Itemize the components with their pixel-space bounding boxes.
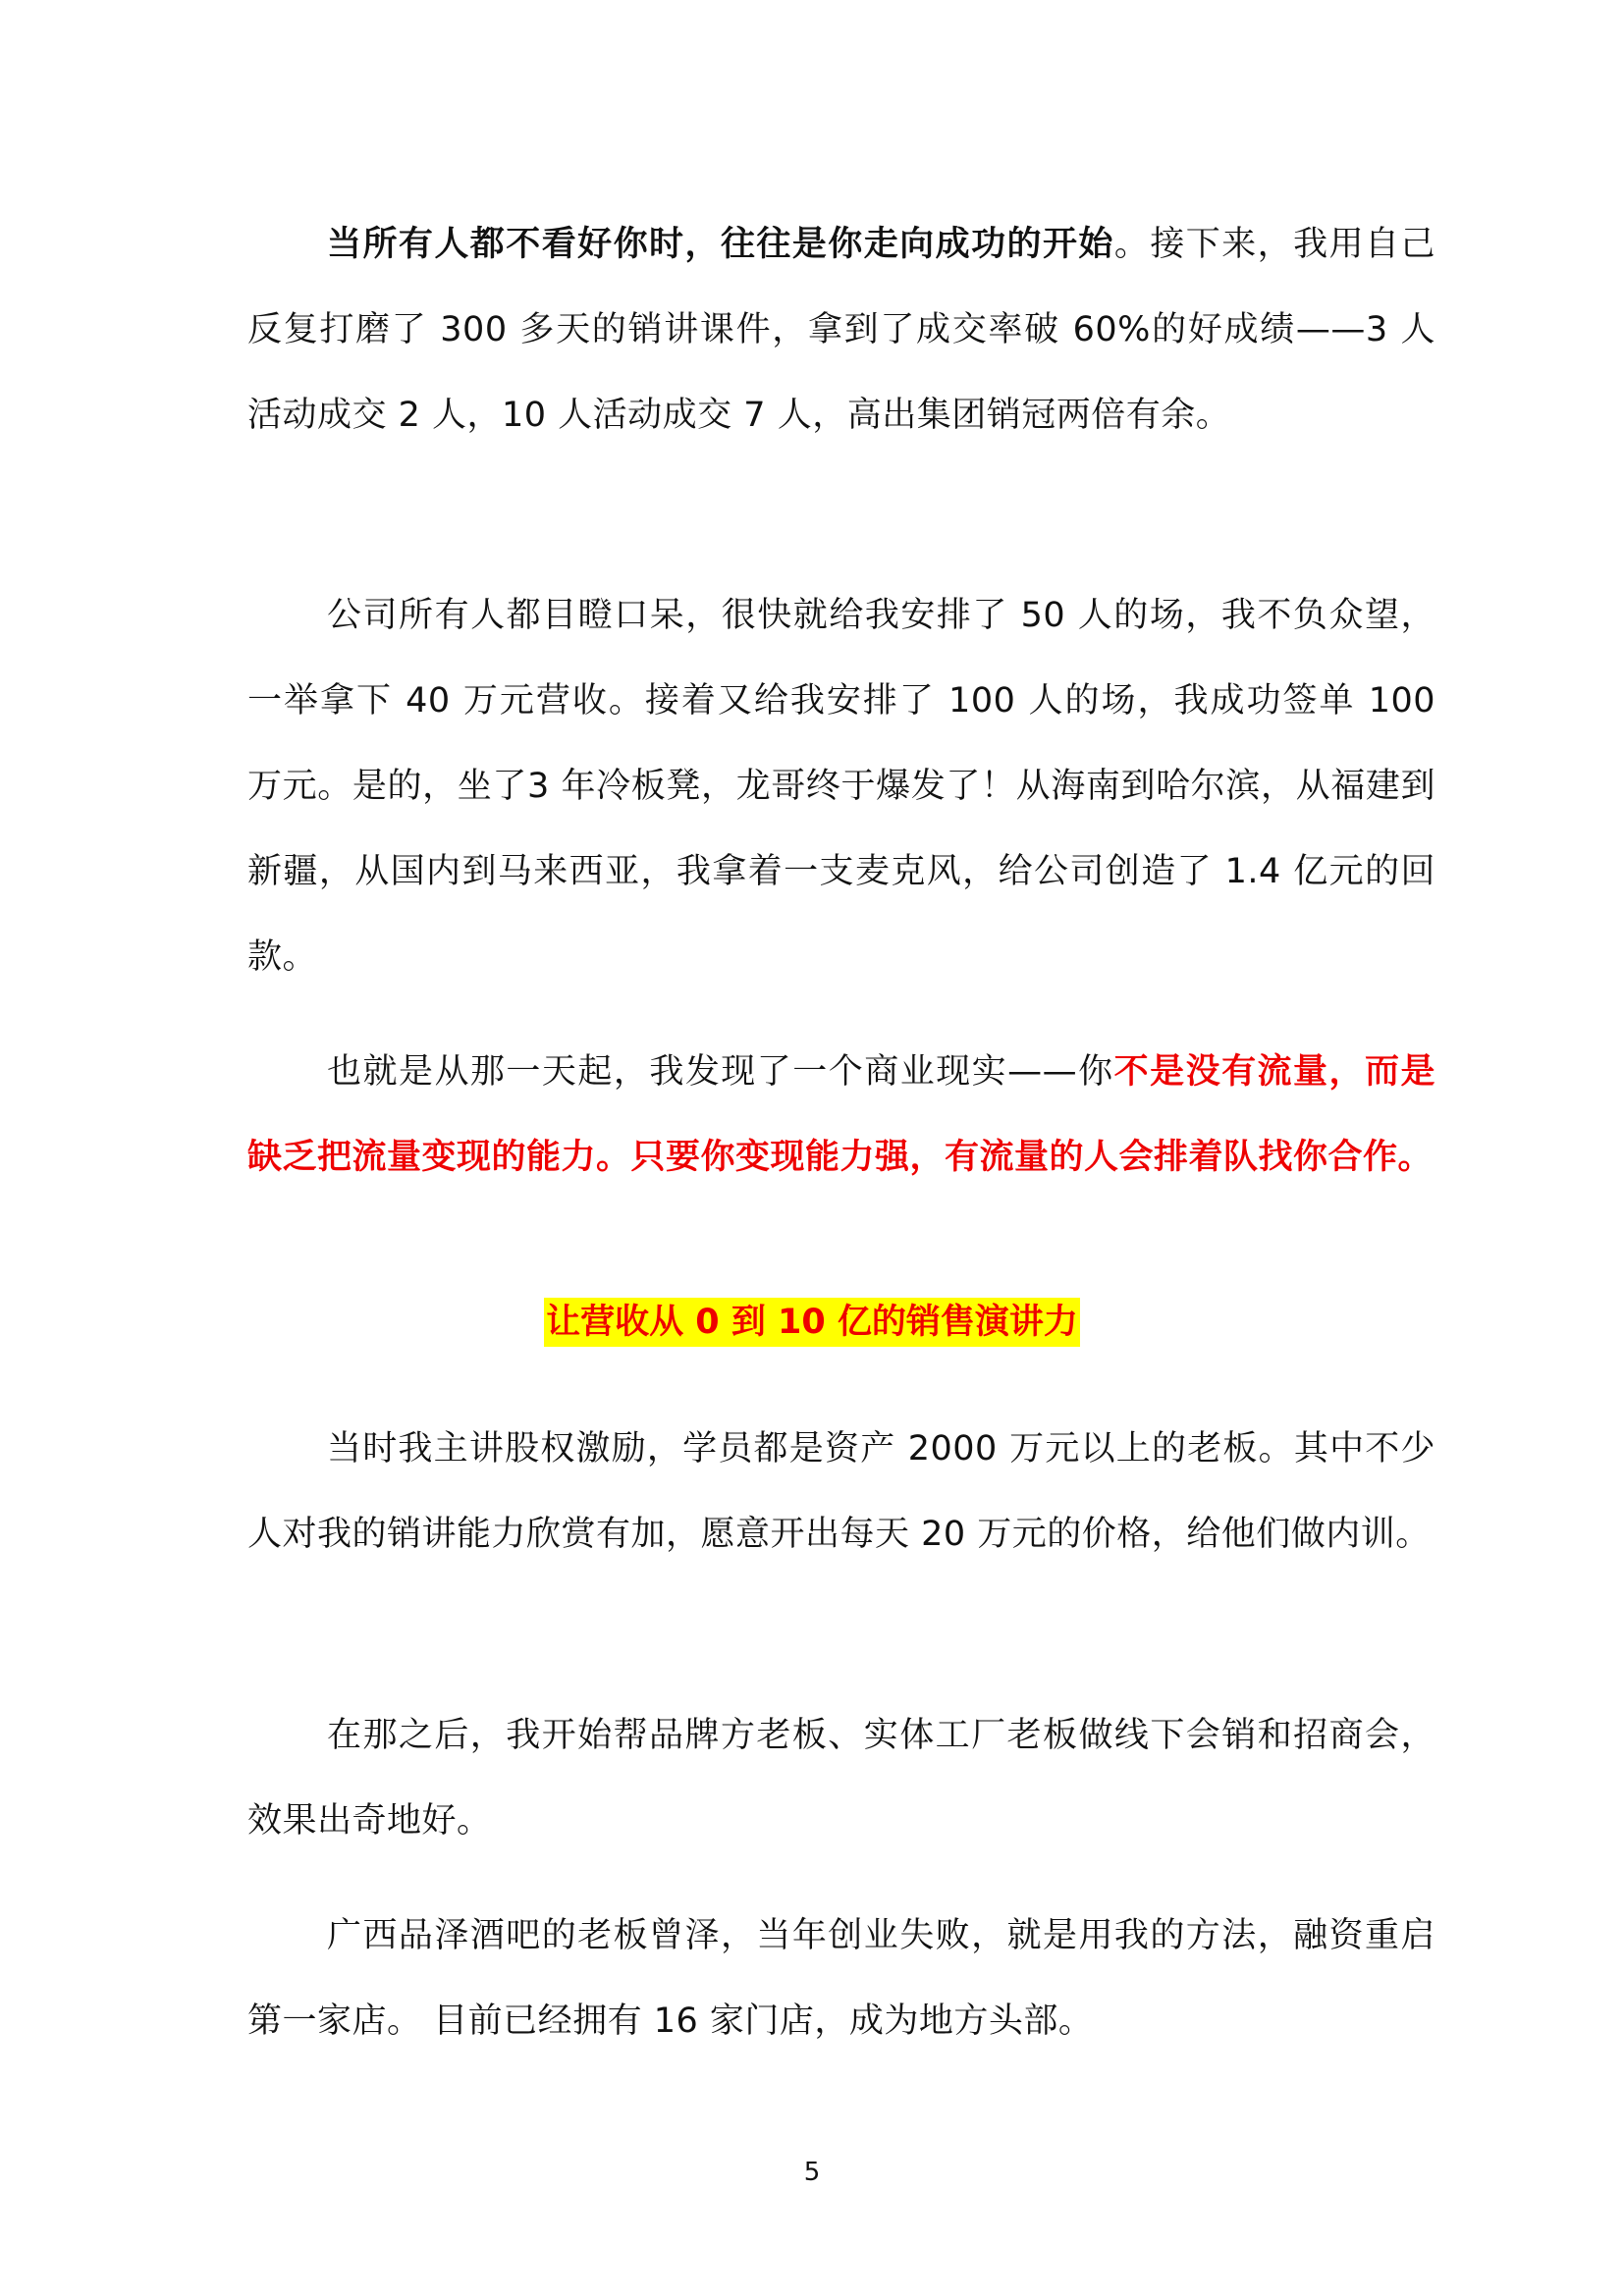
paragraph-4	[247, 1407, 1435, 1577]
paragraph-6	[247, 1894, 1435, 2064]
section-heading: 让营收从 0 到 10 亿的销售演讲力	[544, 1298, 1080, 1347]
paragraph-3	[247, 1030, 1435, 1201]
paragraph-6-text: 广西品泽酒吧的老板曾泽，当年创业失败，就是用我的方法，融资重启第一家店。 目前已经拥有 16 家门店，成为地方头部。	[247, 1916, 1435, 2041]
paragraph-2-text: 公司所有人都目瞪口呆，很快就给我安排了 50 人的场，我不负众望，一举拿下 40 万元营收。接着又给我安排了 100 人的场，我成功签单 100 万元。是的，坐了3 年冷板凳，龙哥终于爆发了！从海南到哈尔滨，从福建到新疆，从国内到马来西亚，我拿着一支麦克风，给公司创造了 1.4 亿元的回款。	[247, 596, 1435, 977]
paragraph-2	[247, 573, 1435, 1000]
paragraph-1-bold-text: 当所有人都不看好你时，往往是你走向成功的开始	[327, 225, 1114, 264]
paragraph-4-text: 当时我主讲股权激励，学员都是资产 2000 万元以上的老板。其中不少人对我的销讲能力欣赏有加，愿意开出每天 20 万元的价格，给他们做内训。	[247, 1429, 1435, 1554]
page-number: 5	[803, 2158, 821, 2187]
paragraph-3-red-text: 不是没有流量，而是缺乏把流量变现的能力。只要你变现能力强，有流量的人会排着队找你合作。	[247, 1052, 1435, 1177]
paragraph-5-text: 在那之后，我开始帮品牌方老板、实体工厂老板做线下会销和招商会，效果出奇地好。	[247, 1716, 1435, 1841]
paragraph-1-text: 。接下来，我用自己反复打磨了 300 多天的销讲课件，拿到了成交率破 60%的好成绩——3 人活动成交 2 人，10 人活动成交 7 人，高出集团销冠两倍有余。	[247, 225, 1435, 435]
paragraph-5	[247, 1693, 1435, 1864]
paragraph-3-text: 也就是从那一天起，我发现了一个商业现实——你	[327, 1052, 1114, 1092]
section-heading-wrap	[0, 1298, 1624, 1347]
paragraph-1	[247, 202, 1435, 458]
